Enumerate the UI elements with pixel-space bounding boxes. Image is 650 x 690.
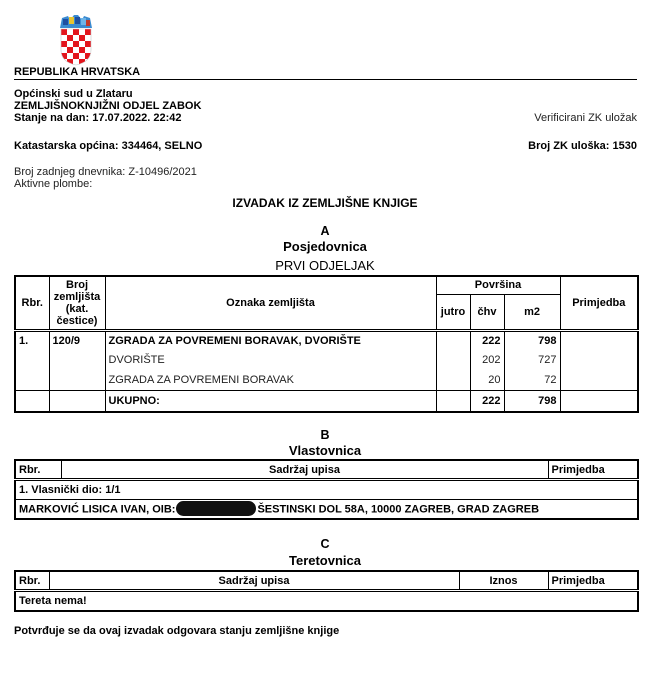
state-date: Stanje na dan: 17.07.2022. 22:42 (14, 112, 182, 124)
col-parcel-number: Broj zemljišta (kat. čestice) (49, 276, 105, 330)
total-m2: 798 (504, 390, 560, 412)
cell-parcel: 120/9 (49, 330, 105, 350)
cell-chv: 222 (470, 330, 504, 350)
folio-number: Broj ZK uloška: 1530 (528, 140, 637, 152)
court-info (14, 88, 201, 124)
table-row (15, 500, 638, 520)
cell-parcel (49, 350, 105, 370)
cell-designation: ZGRADA ZA POVREMENI BORAVAK (105, 370, 436, 391)
col-chv: čhv (470, 294, 504, 330)
cell-chv: 20 (470, 370, 504, 391)
owner-name-oib: MARKOVIĆ LISICA IVAN, OIB: (19, 502, 176, 515)
court-name: Općinski sud u Zlataru (14, 88, 133, 100)
table-row (15, 480, 638, 500)
col-remark: Primjedba (560, 276, 638, 330)
ownership-share: 1. Vlasnički dio: 1/1 (15, 480, 638, 500)
col-remark: Primjedba (548, 460, 638, 480)
cell-m2: 72 (504, 370, 560, 391)
cell-rbr (15, 350, 49, 370)
department-name: ZEMLJIŠNOKNJIŽNI ODJEL ZABOK (14, 100, 202, 112)
section-b-letter: B (320, 428, 330, 442)
col-content: Sadržaj upisa (61, 460, 548, 480)
col-remark: Primjedba (548, 571, 638, 591)
col-area: Površina (436, 276, 560, 294)
last-diary-number: Broj zadnjeg dnevnika: Z-10496/2021 (14, 166, 197, 178)
cell-rbr: 1. (15, 330, 49, 350)
total-row (15, 390, 638, 412)
cell-designation: DVORIŠTE (105, 350, 436, 370)
table-row (15, 370, 638, 391)
section-c-title: Teretovnica (288, 553, 361, 568)
country-name: REPUBLIKA HRVATSKA (14, 66, 141, 78)
document-title: IZVADAK IZ ZEMLJIŠNE KNJIGE (232, 196, 418, 210)
cell-chv: 202 (470, 350, 504, 370)
section-a-letter: A (320, 224, 330, 238)
col-amount: Iznos (459, 571, 548, 591)
col-m2: m2 (504, 294, 560, 330)
col-jutro: jutro (436, 294, 470, 330)
verified-label: Verificirani ZK uložak (534, 112, 637, 124)
diary-info (14, 166, 197, 190)
table-row (15, 350, 638, 370)
cell-remark (560, 370, 638, 391)
table-row (15, 330, 638, 350)
cell-m2: 798 (504, 330, 560, 350)
cadastral-municipality: Katastarska općina: 334464, SELNO (14, 140, 203, 152)
col-rbr: Rbr. (15, 460, 61, 480)
total-chv: 222 (470, 390, 504, 412)
owner-entry (15, 500, 638, 520)
redacted-oib (176, 501, 256, 516)
encumbrance-table (14, 570, 639, 612)
confirmation-text: Potvrđuje se da ovaj izvadak odgovara stanju zemljišne knjige (14, 625, 340, 637)
cell-parcel (49, 370, 105, 391)
owner-address: ŠESTINSKI DOL 58A, 10000 ZAGREB, GRAD ZAGREB (257, 502, 540, 515)
col-content: Sadržaj upisa (49, 571, 459, 591)
possession-table (14, 275, 639, 413)
section-c-letter: C (320, 537, 330, 551)
cell-rbr (15, 370, 49, 391)
col-rbr: Rbr. (15, 571, 49, 591)
croatian-coat-of-arms-icon (58, 14, 94, 66)
active-seals: Aktivne plombe: (14, 178, 93, 190)
cell-designation: ZGRADA ZA POVREMENI BORAVAK, DVORIŠTE (105, 330, 436, 350)
crown-icon (60, 15, 92, 28)
col-designation: Oznaka zemljišta (105, 276, 436, 330)
total-label: UKUPNO: (105, 390, 436, 412)
cell-remark (560, 350, 638, 370)
section-a-title: Posjedovnica (283, 239, 367, 254)
no-encumbrances: Tereta nema! (15, 591, 638, 612)
section-b-title: Vlastovnica (288, 443, 362, 458)
col-rbr: Rbr. (15, 276, 49, 330)
cell-m2: 727 (504, 350, 560, 370)
table-row (15, 591, 638, 612)
cell-jutro (436, 330, 470, 350)
header-divider (14, 79, 637, 80)
section-a-subtitle: PRVI ODJELJAK (275, 258, 375, 273)
cell-jutro (436, 370, 470, 391)
cell-remark (560, 330, 638, 350)
cell-jutro (436, 350, 470, 370)
ownership-table (14, 459, 639, 520)
